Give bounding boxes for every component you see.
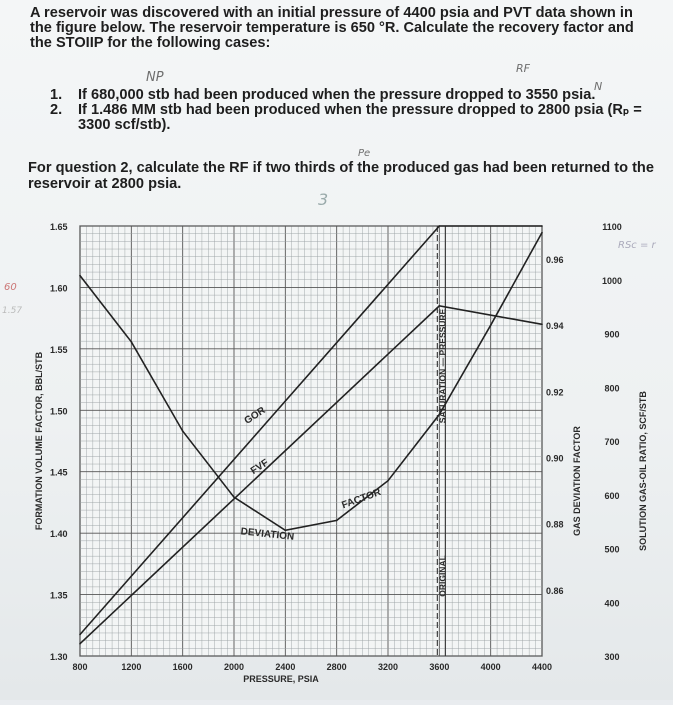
right-tick-label: 1000 [601,275,623,286]
pvt-chart [0,210,673,700]
x-axis-label: PRESSURE, PSIA [243,674,319,684]
mid-tick-label: 0.94 [546,321,564,332]
series-label-gor: GOR [242,405,268,427]
list-item [50,88,650,103]
series-point [336,520,338,522]
left-tick-label: 1.35 [50,590,68,601]
x-tick-label: 3600 [429,662,450,672]
x-tick-label: 800 [72,662,88,672]
x-tick-label: 2000 [223,662,245,672]
series-point [490,324,492,326]
mid-axis-label: GAS DEVIATION FACTOR [572,426,582,536]
right-tick-label: 500 [604,544,620,555]
right-tick-label: 400 [604,598,620,609]
x-tick-label: 3200 [377,662,399,672]
mid-tick-label: 0.92 [546,387,564,398]
left-tick-label: 1.45 [50,467,68,478]
series-point [541,323,543,325]
right-tick-label: 1100 [602,222,622,232]
handwritten-pe: Pe [358,148,371,159]
series-point [233,496,235,498]
x-tick-label: 4400 [531,662,553,672]
handwritten-three: 3 [318,190,329,209]
left-tick-label: 1.55 [50,344,68,355]
left-tick-label: 1.30 [50,652,68,662]
left-tick-label: 1.50 [50,406,68,417]
saturation-label: SATURATION — PRESSURE [437,308,448,424]
series-point [439,305,441,307]
series-label-deviation: DEVIATION [240,526,295,543]
left-axis-label: FORMATION VOLUME FACTOR, BBL/STB [34,351,44,531]
right-tick-label: 900 [604,329,620,340]
mid-tick-label: 0.86 [546,585,564,596]
mid-tick-label: 0.96 [546,255,564,266]
mid-tick-label: 0.90 [546,453,564,464]
left-tick-label: 1.60 [50,283,68,294]
series-point [541,232,543,234]
problem-statement: A reservoir was discovered with an initial pressure of 4400 psia and PVT data shown in the figure below. The reservoir temperature is 650 °R. Calculate the recovery factor and the STOIIP for the following cases: [30,5,634,51]
series-point [439,225,441,227]
case-list [50,88,650,133]
handwritten-157: 1.57 [2,306,23,316]
question-2-text: For question 2, calculate the RF if two thirds of the produced gas had been returned to the reservoir at 2800 psia. [28,160,654,192]
series-label-factor: FACTOR [340,486,383,512]
list-text: If 680,000 stb had been produced when the pressure dropped to 3550 psia. [78,87,596,103]
right-axis-label: SOLUTION GAS-OIL RATIO, SCF/STB [638,391,648,551]
series-point [79,643,81,645]
handwritten-rs: RSc = r [618,240,656,251]
list-number: 2. [50,102,63,118]
series-point [131,341,133,343]
x-tick-label: 1600 [172,662,193,672]
pvt-chart-svg [0,210,673,700]
series-label-fvf: FVF [248,457,271,477]
mid-tick-label: 0.88 [546,519,564,530]
series-point [79,634,81,636]
handwritten-n: N [594,80,603,93]
chart-grid [80,226,542,656]
right-tick-label: 600 [604,490,620,501]
list-number: 1. [50,87,63,103]
x-tick-label: 2400 [275,662,296,672]
series-point [541,225,543,227]
right-tick-label: 700 [604,437,620,447]
handwritten-np: NP [146,70,164,85]
right-tick-label: 800 [604,383,620,394]
right-tick-label: 300 [604,652,620,662]
original-label: ORIGINAL [437,555,448,597]
x-tick-label: 1200 [121,662,142,672]
handwritten-rf-note: RF [516,62,530,75]
list-text: If 1.486 MM stb had been produced when the pressure dropped to 2800 psia (Rₚ = 3300 scf/stb). [78,102,642,133]
x-tick-label: 4000 [480,662,501,672]
left-tick-label: 1.65 [50,222,68,232]
series-point [387,480,389,482]
series-point [182,430,184,432]
left-tick-label: 1.40 [50,529,68,540]
list-item [50,103,650,133]
handwritten-sixty: 60 [4,282,17,293]
series-point [79,275,81,277]
x-tick-label: 2800 [326,662,347,672]
